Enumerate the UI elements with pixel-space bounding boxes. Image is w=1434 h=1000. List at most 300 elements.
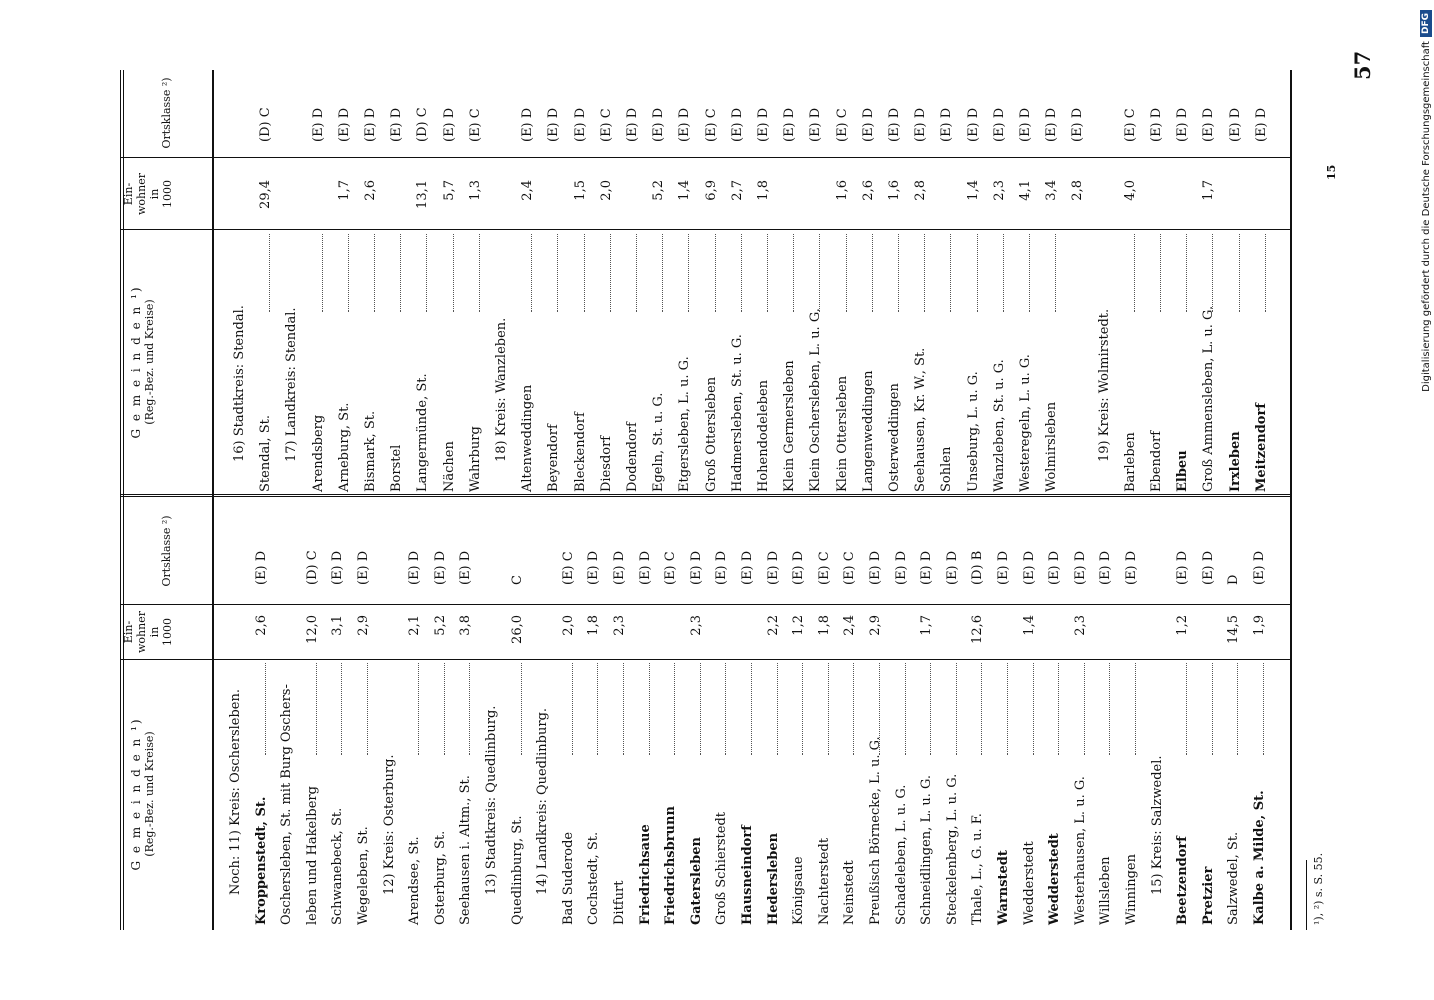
gemeinde-name: Irxleben bbox=[1227, 431, 1243, 492]
dot-leader bbox=[557, 234, 558, 312]
gemeinde-name: Preußisch Börnecke, L. u. G. bbox=[868, 736, 883, 925]
dot-leader bbox=[715, 234, 716, 312]
gemeinde-name: Beyendorf bbox=[546, 424, 562, 492]
ortsklasse-value: (E) D bbox=[586, 550, 602, 585]
einwohner-value: 1,2 bbox=[791, 615, 807, 636]
ortsklasse-value: (E) D bbox=[1201, 107, 1217, 142]
einwohner-value: 2,4 bbox=[520, 180, 536, 201]
dot-leader bbox=[905, 663, 906, 755]
dot-leader bbox=[1029, 234, 1030, 312]
gemeinde-name: Friedrichsbrunn bbox=[663, 806, 679, 925]
gemeinde-name: Bismark, St. bbox=[363, 410, 378, 492]
dot-leader bbox=[1186, 663, 1187, 755]
einwohner-value: 26,0 bbox=[509, 615, 525, 644]
ortsklasse-value: (D) C bbox=[415, 107, 431, 142]
ortsklasse-value: (E) D bbox=[729, 107, 745, 142]
table-row bbox=[913, 500, 937, 925]
dot-leader bbox=[316, 663, 317, 755]
einwohner-value: 2,6 bbox=[253, 615, 269, 636]
gemeinde-name: Diesdorf bbox=[598, 435, 614, 492]
gemeinde-name: Warnstedt bbox=[996, 850, 1011, 925]
table-row bbox=[1248, 72, 1272, 492]
einwohner-value: 12,0 bbox=[304, 615, 320, 644]
ortsklasse-value: (E) C bbox=[834, 108, 850, 142]
ortsklasse-value: (E) D bbox=[572, 107, 588, 142]
section-title: Noch: 11) Kreis: Oschersleben. bbox=[228, 688, 243, 895]
einwohner-value: 1,9 bbox=[1252, 615, 1267, 636]
dot-leader bbox=[930, 663, 931, 755]
dot-leader bbox=[418, 663, 419, 755]
dot-leader bbox=[1003, 234, 1004, 312]
header-ortsklasse-right: Ortsklasse ²) bbox=[160, 77, 173, 149]
table-row bbox=[933, 72, 957, 492]
einwohner-value: 2,1 bbox=[407, 615, 423, 636]
ortsklasse-value: (E) D bbox=[612, 550, 627, 585]
dot-leader bbox=[1212, 663, 1213, 755]
gemeinde-name: Seehausen, Kr. W., St. bbox=[913, 347, 929, 492]
ortsklasse-value: (E) D bbox=[765, 550, 781, 585]
ortsklasse-value: (D) C bbox=[258, 107, 274, 142]
table-row bbox=[436, 72, 460, 492]
table-row bbox=[1064, 72, 1088, 492]
ortsklasse-value: (E) D bbox=[996, 550, 1011, 585]
ortsklasse-value: (E) C bbox=[663, 551, 679, 585]
dot-leader bbox=[1239, 234, 1240, 312]
einwohner-value: 1,4 bbox=[1021, 615, 1037, 636]
table-row bbox=[383, 72, 407, 492]
ortsklasse-value: (E) D bbox=[407, 550, 423, 585]
dot-leader bbox=[981, 663, 982, 755]
gemeinde-name: Wolmirsleben bbox=[1044, 401, 1060, 492]
ortsklasse-value: (E) D bbox=[860, 107, 876, 142]
table-row bbox=[734, 500, 758, 925]
header-gemeinden-left-sub: (Reg.-Bez. und Kreise) bbox=[143, 731, 156, 857]
dot-leader bbox=[853, 663, 854, 755]
gemeinde-name: Klein Oschersleben, L. u. G. bbox=[808, 308, 824, 492]
gemeinde-name: Groß Ammensleben, L. u. G. bbox=[1201, 305, 1217, 492]
gemeinde-name: Hedersleben bbox=[765, 832, 781, 925]
header-gemeinden-right-title: G e m e i n d e n ¹) bbox=[129, 285, 143, 439]
ortsklasse-value: (E) D bbox=[965, 107, 981, 142]
table-row bbox=[452, 500, 476, 925]
gemeinde-name: Westeregeln, L. u. G. bbox=[1018, 354, 1033, 492]
table-row bbox=[960, 72, 984, 492]
gemeinde-name: Schadeleben, L. u. G. bbox=[893, 784, 909, 925]
ortsklasse-value: (E) D bbox=[1018, 107, 1033, 142]
table-row bbox=[1143, 72, 1167, 492]
dot-leader bbox=[322, 234, 323, 312]
dfg-logo: DFG bbox=[1420, 10, 1432, 37]
table-bottom-rule bbox=[1290, 70, 1292, 930]
table-row bbox=[836, 500, 860, 925]
digitization-text: Digitalisierung gefördert durch die Deutsche Forschungsgemeinschaft bbox=[1420, 41, 1432, 392]
ortsklasse-value: (E) D bbox=[808, 107, 824, 142]
gemeinde-name: Ditfurt bbox=[612, 880, 627, 925]
dot-leader bbox=[700, 663, 701, 755]
einwohner-value: 2,0 bbox=[560, 615, 576, 636]
ortsklasse-value: (E) D bbox=[782, 107, 798, 142]
einwohner-value: 2,2 bbox=[765, 615, 781, 636]
ortsklasse-value: (D) C bbox=[304, 550, 320, 585]
ortsklasse-value: (E) C bbox=[842, 551, 858, 585]
gemeinde-name: Schwanebeck, St. bbox=[330, 807, 346, 925]
gemeinde-name: Königsaue bbox=[791, 856, 807, 925]
table-row bbox=[632, 500, 656, 925]
dot-leader bbox=[1212, 234, 1213, 312]
ortsklasse-value: (E) D bbox=[330, 550, 346, 585]
einwohner-value: 5,2 bbox=[651, 180, 667, 201]
dot-leader bbox=[872, 234, 873, 312]
gemeinde-name: Dodendorf bbox=[625, 422, 640, 492]
dot-leader bbox=[1058, 663, 1059, 755]
table-row bbox=[750, 72, 774, 492]
gemeinde-name: Arneburg, St. bbox=[336, 402, 352, 492]
table-row bbox=[580, 500, 604, 925]
dot-leader bbox=[662, 234, 663, 312]
table-row bbox=[1220, 500, 1244, 925]
gemeinde-name: Altenweddingen bbox=[520, 384, 536, 492]
einwohner-value: 2,3 bbox=[1072, 615, 1088, 636]
ortsklasse-value: (E) D bbox=[1253, 107, 1269, 142]
ortsklasse-value: (E) D bbox=[991, 107, 1007, 142]
table-row bbox=[724, 72, 748, 492]
dot-leader bbox=[1135, 663, 1136, 755]
dot-leader bbox=[348, 234, 349, 312]
ortsklasse-value: D bbox=[1226, 574, 1242, 585]
dot-leader bbox=[1055, 234, 1056, 312]
dot-leader bbox=[674, 663, 675, 755]
ortsklasse-value: (E) D bbox=[546, 107, 562, 142]
dot-leader bbox=[802, 663, 803, 755]
dot-leader bbox=[269, 234, 270, 312]
dot-leader bbox=[1160, 234, 1161, 312]
einwohner-value: 2,6 bbox=[860, 180, 876, 201]
ortsklasse-value: (E) D bbox=[520, 107, 536, 142]
table-row bbox=[331, 72, 355, 492]
ortsklasse-value: (E) D bbox=[1047, 550, 1063, 585]
section-heading bbox=[226, 72, 250, 492]
section-title: 12) Kreis: Osterburg. bbox=[381, 754, 397, 895]
table-row bbox=[504, 500, 528, 925]
dot-leader bbox=[1084, 663, 1085, 755]
dot-leader bbox=[479, 234, 480, 312]
gemeinde-name: Groß Schierstedt bbox=[714, 811, 730, 925]
table-row bbox=[1012, 72, 1036, 492]
gemeinde-name: Egeln, St. u. G. bbox=[651, 392, 667, 492]
gemeinde-name: Seehausen i. Altm., St. bbox=[458, 775, 474, 925]
gemeinde-name: Klein Ottersleben bbox=[834, 375, 850, 492]
einwohner-value: 1,4 bbox=[677, 180, 693, 201]
gemeinde-name: Osterweddingen bbox=[887, 383, 902, 492]
einwohner-value: 2,7 bbox=[729, 180, 745, 201]
ortsklasse-value: (E) D bbox=[336, 107, 352, 142]
gemeinde-name: Groß Ottersleben bbox=[703, 376, 719, 492]
table-row bbox=[708, 500, 732, 925]
einwohner-value: 13,1 bbox=[415, 180, 431, 209]
table-row bbox=[1222, 72, 1246, 492]
gemeinde-name: Elbeu bbox=[1175, 450, 1191, 492]
dot-leader bbox=[1134, 234, 1135, 312]
section-heading bbox=[1091, 72, 1115, 492]
ortsklasse-value: (E) D bbox=[637, 550, 653, 585]
ortsklasse-value: (E) D bbox=[677, 107, 693, 142]
dot-leader bbox=[1007, 663, 1008, 755]
gemeinde-name: Wegeleben, St. bbox=[356, 826, 371, 925]
dot-leader bbox=[1186, 234, 1187, 312]
ortsklasse-value: (E) D bbox=[756, 107, 771, 142]
footnote: ¹), ²) s. S. 55. bbox=[1312, 852, 1325, 925]
dot-leader bbox=[426, 234, 427, 312]
einwohner-value: 1,8 bbox=[756, 180, 771, 201]
dot-leader bbox=[1265, 234, 1266, 312]
gemeinde-name: Langenweddingen bbox=[860, 370, 876, 492]
einwohner-value: 1,6 bbox=[887, 180, 902, 201]
einwohner-value: 1,4 bbox=[965, 180, 981, 201]
ortsklasse-value: C bbox=[509, 575, 525, 585]
gemeinde-name: Unseburg, L. u. G. bbox=[965, 371, 981, 492]
gemeinde-name: Arendsee, St. bbox=[407, 836, 423, 925]
dot-leader bbox=[956, 663, 957, 755]
einwohner-value: 1,7 bbox=[1201, 180, 1217, 201]
gemeinde-name: Pretzier bbox=[1200, 866, 1216, 925]
ortsklasse-value: (E) D bbox=[868, 550, 883, 585]
dot-leader bbox=[950, 234, 951, 312]
section-heading bbox=[488, 72, 512, 492]
gemeinde-name: Barleben bbox=[1122, 432, 1138, 492]
gemeinde-name: Thale, L., G. u. F. bbox=[970, 813, 986, 925]
einwohner-value: 2,9 bbox=[868, 615, 883, 636]
header-einwohner-right: Ein- wohner in 1000 bbox=[122, 173, 174, 215]
ortsklasse-value: (E) D bbox=[356, 550, 371, 585]
table-row bbox=[986, 72, 1010, 492]
gemeinde-name: Wedderstedt bbox=[1047, 833, 1063, 925]
einwohner-value: 4,1 bbox=[1018, 180, 1033, 201]
gemeinde-name: Borstel bbox=[389, 444, 405, 492]
dot-leader bbox=[777, 663, 778, 755]
ortsklasse-value: (E) D bbox=[1252, 550, 1267, 585]
gemeinde-name: Willsleben bbox=[1098, 856, 1114, 925]
table-row bbox=[1067, 500, 1091, 925]
table-row bbox=[990, 500, 1014, 925]
ortsklasse-value: (E) D bbox=[625, 107, 640, 142]
gemeinde-name: Wahrburg bbox=[467, 426, 483, 492]
einwohner-value: 2,6 bbox=[363, 180, 378, 201]
ortsklasse-value: (E) D bbox=[441, 107, 457, 142]
gemeinde-name: Oschersleben, St. mit Burg Oschers- bbox=[279, 684, 295, 925]
einwohner-value: 3,4 bbox=[1044, 180, 1060, 201]
dot-leader bbox=[531, 234, 532, 312]
table-row bbox=[299, 500, 323, 925]
table-row bbox=[1117, 72, 1141, 492]
dot-leader bbox=[1237, 663, 1238, 755]
section-heading bbox=[278, 72, 302, 492]
table-row bbox=[907, 72, 931, 492]
table-row bbox=[357, 72, 381, 492]
table-row bbox=[619, 72, 643, 492]
ortsklasse-value: (E) D bbox=[1200, 550, 1216, 585]
gemeinde-name: Beetzendorf bbox=[1175, 836, 1191, 925]
dot-leader bbox=[725, 663, 726, 755]
einwohner-value: 1,6 bbox=[834, 180, 850, 201]
dot-leader bbox=[1033, 663, 1034, 755]
table-row bbox=[683, 500, 707, 925]
ortsklasse-value: (E) D bbox=[919, 550, 935, 585]
table-row bbox=[305, 72, 329, 492]
dot-leader bbox=[741, 234, 742, 312]
table-row bbox=[606, 500, 630, 925]
table-row bbox=[252, 72, 276, 492]
ortsklasse-value: (E) D bbox=[740, 550, 755, 585]
ortsklasse-value: (E) C bbox=[703, 108, 719, 142]
table-row bbox=[1041, 500, 1065, 925]
ortsklasse-value: (E) D bbox=[939, 107, 955, 142]
table-row bbox=[1118, 500, 1142, 925]
einwohner-value: 1,5 bbox=[572, 180, 588, 201]
table-row bbox=[462, 72, 486, 492]
einwohner-value: 1,7 bbox=[336, 180, 352, 201]
einwohner-value: 2,3 bbox=[991, 180, 1007, 201]
gemeinde-name: Langermünde, St. bbox=[415, 373, 431, 492]
ortsklasse-value: (E) D bbox=[791, 550, 807, 585]
table-row bbox=[881, 72, 905, 492]
ortsklasse-value: (E) D bbox=[688, 550, 704, 585]
table-row bbox=[862, 500, 886, 925]
gemeinde-name: Hohendodeleben bbox=[756, 379, 771, 492]
table-row bbox=[829, 72, 853, 492]
ortsklasse-value: (E) D bbox=[458, 550, 474, 585]
section-title: 18) Kreis: Wanzleben. bbox=[494, 317, 509, 462]
ortsklasse-value: (E) D bbox=[1227, 107, 1243, 142]
footnote-rule bbox=[1306, 860, 1307, 930]
gemeinde-name: Westerhausen, L. u. G. bbox=[1072, 776, 1088, 925]
table-row bbox=[802, 72, 826, 492]
dot-leader bbox=[400, 234, 401, 312]
einwohner-value: 1,2 bbox=[1175, 615, 1191, 636]
dot-leader bbox=[977, 234, 978, 312]
ortsklasse-value: (E) D bbox=[253, 550, 269, 585]
dot-leader bbox=[623, 663, 624, 755]
table-row bbox=[760, 500, 784, 925]
ortsklasse-value: (E) D bbox=[893, 550, 909, 585]
einwohner-value: 1,7 bbox=[919, 615, 935, 636]
einwohner-value: 1,3 bbox=[467, 180, 483, 201]
einwohner-value: 4,0 bbox=[1122, 180, 1138, 201]
einwohner-value: 3,8 bbox=[458, 615, 474, 636]
table-row bbox=[1195, 72, 1219, 492]
section-title: 13) Stadtkreis: Quedlinburg. bbox=[484, 705, 499, 895]
gemeinde-name: Winningen bbox=[1124, 854, 1139, 925]
section-heading bbox=[529, 500, 553, 925]
section-heading bbox=[222, 500, 246, 925]
table-header-rule bbox=[212, 70, 214, 930]
header-gemeinden-left bbox=[130, 663, 156, 925]
dot-leader bbox=[879, 663, 880, 755]
table-row bbox=[671, 72, 695, 492]
table-row bbox=[811, 500, 835, 925]
dot-leader bbox=[367, 663, 368, 755]
ortsklasse-value: (E) D bbox=[1124, 550, 1139, 585]
gemeinde-name: Nächen bbox=[441, 441, 457, 492]
ortsklasse-value: (E) D bbox=[389, 107, 405, 142]
einwohner-value: 2,4 bbox=[842, 615, 858, 636]
ortsklasse-value: (E) D bbox=[310, 107, 326, 142]
gemeinde-name: Kroppenstedt, St. bbox=[253, 796, 269, 925]
ortsklasse-value: (E) D bbox=[651, 107, 667, 142]
dot-leader bbox=[1263, 663, 1264, 755]
einwohner-value: 1,8 bbox=[816, 615, 832, 636]
header-gemeinden-right-sub: (Reg.-Bez. und Kreise) bbox=[143, 299, 156, 425]
table-row bbox=[248, 500, 272, 925]
gemeinde-name: Bleckendorf bbox=[572, 412, 588, 492]
gemeinde-name: Klein Germersleben bbox=[782, 360, 798, 492]
table-row bbox=[785, 500, 809, 925]
dot-leader bbox=[469, 663, 470, 755]
ortsklasse-value: (E) D bbox=[363, 107, 378, 142]
dot-leader bbox=[597, 663, 598, 755]
ortsklasse-value: (E) C bbox=[467, 108, 483, 142]
gemeinde-name: Stendal, St. bbox=[258, 415, 274, 492]
dot-leader bbox=[767, 234, 768, 312]
section-title: 19) Kreis: Wolmirstedt. bbox=[1096, 308, 1112, 462]
dot-leader bbox=[898, 234, 899, 312]
gemeinde-name: Hadmersleben, St. u. G. bbox=[729, 334, 745, 492]
table-row bbox=[427, 500, 451, 925]
header-gemeinden-left-title: G e m e i n d e n ¹) bbox=[129, 717, 143, 871]
gemeinde-name: Kalbe a. Milde, St. bbox=[1252, 790, 1267, 925]
dot-leader bbox=[924, 234, 925, 312]
dot-leader bbox=[649, 663, 650, 755]
dot-leader bbox=[636, 234, 637, 312]
gemeinde-name: Nachterstedt bbox=[816, 837, 832, 925]
section-title: 17) Landkreis: Stendal. bbox=[284, 307, 300, 462]
gemeinde-name: Arendsberg bbox=[310, 414, 326, 492]
ortsklasse-value: (E) D bbox=[1072, 550, 1088, 585]
table-row bbox=[1092, 500, 1116, 925]
table-row bbox=[273, 500, 297, 925]
section-title: 14) Landkreis: Quedlinburg. bbox=[535, 707, 551, 895]
dot-leader bbox=[751, 663, 752, 755]
table-row bbox=[964, 500, 988, 925]
gemeinde-name: Salzwedel, St. bbox=[1226, 831, 1242, 925]
ortsklasse-value: (E) D bbox=[887, 107, 902, 142]
ortsklasse-value: (E) D bbox=[944, 550, 960, 585]
gemeinde-name: Wanzleben, St. u. G. bbox=[991, 359, 1007, 492]
einwohner-value: 2,3 bbox=[612, 615, 627, 636]
ortsklasse-value: (E) D bbox=[1149, 107, 1164, 142]
dot-leader bbox=[828, 663, 829, 755]
section-heading bbox=[478, 500, 502, 925]
table-row bbox=[1195, 500, 1219, 925]
ortsklasse-value: (E) D bbox=[913, 107, 929, 142]
einwohner-value: 2,8 bbox=[913, 180, 929, 201]
table-row bbox=[657, 500, 681, 925]
section-title: 16) Stadtkreis: Stendal. bbox=[232, 305, 247, 462]
einwohner-value: 1,8 bbox=[586, 615, 602, 636]
gemeinde-name: Wedderstedt bbox=[1021, 841, 1037, 925]
einwohner-value: 3,1 bbox=[330, 615, 346, 636]
einwohner-value: 14,5 bbox=[1226, 615, 1242, 644]
ortsklasse-value: (D) B bbox=[970, 550, 986, 585]
gemeinde-name: Neinstedt bbox=[842, 860, 858, 925]
table-row bbox=[401, 500, 425, 925]
signature-mark: 15 bbox=[1325, 164, 1338, 180]
ortsklasse-value: (E) D bbox=[1098, 550, 1114, 585]
einwohner-value: 2,0 bbox=[598, 180, 614, 201]
ortsklasse-value: (E) C bbox=[560, 551, 576, 585]
gemeinde-name: Cochstedt, St. bbox=[586, 831, 602, 925]
einwohner-value: 29,4 bbox=[258, 180, 274, 209]
einwohner-value: 5,2 bbox=[432, 615, 448, 636]
